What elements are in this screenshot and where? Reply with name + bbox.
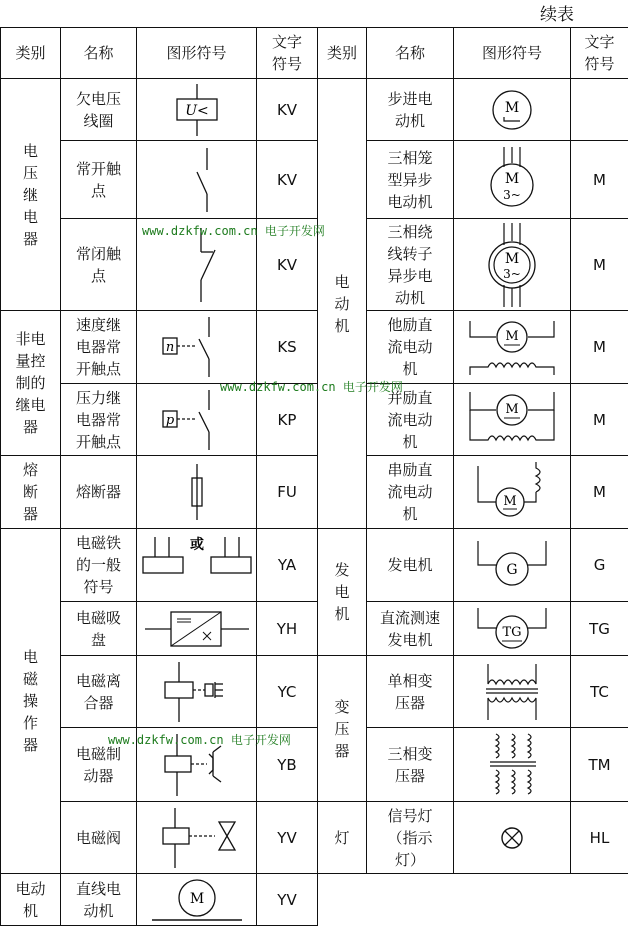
left-symbol-table — [0, 27, 318, 926]
category-cell: 电 动 机 — [318, 79, 367, 529]
header-category: 类别 — [318, 28, 367, 79]
category-cell: 变 压 器 — [318, 656, 367, 802]
single-phase-transformer-symbol — [454, 656, 571, 728]
symbol-text: M — [504, 250, 520, 267]
series-motor-symbol — [454, 456, 571, 529]
watermark-url: www.dzkfw.com.cn — [108, 733, 224, 747]
category-cell: 电 磁 操 作 器 — [1, 529, 61, 874]
watermark-url: www.dzkfw.com.cn — [142, 224, 258, 238]
header-code: 文字 符号 — [571, 28, 628, 79]
symbol-text: M — [505, 329, 519, 344]
symbol-text: M — [189, 890, 204, 907]
code-cell: KV — [257, 141, 318, 219]
shunt-motor-symbol — [454, 384, 571, 456]
table-row — [1, 79, 318, 141]
electromagnet-symbol — [137, 529, 257, 602]
symbol-text: M — [504, 99, 520, 116]
code-cell: YA — [257, 529, 318, 602]
three-phase-transformer-symbol — [454, 728, 571, 802]
code-cell — [571, 79, 628, 141]
code-cell: YB — [257, 728, 318, 802]
header-code: 文字 符号 — [257, 28, 318, 79]
item-name: 三相绕 线转子 异步电 动机 — [367, 219, 454, 311]
code-cell: KS — [257, 311, 318, 384]
separately-excited-motor-symbol — [454, 311, 571, 384]
table-row — [318, 79, 628, 141]
code-cell: G — [571, 529, 628, 602]
watermark-site: 电子开发网 — [342, 380, 403, 394]
table-row — [1, 874, 318, 926]
table-row — [318, 802, 628, 874]
header-row — [318, 28, 628, 79]
watermark — [142, 222, 325, 239]
item-name: 并励直 流电动 机 — [367, 384, 454, 456]
item-name: 步进电 动机 — [367, 79, 454, 141]
code-cell: YV — [257, 874, 318, 926]
code-cell: KV — [257, 219, 318, 311]
no-contact-symbol — [137, 141, 257, 219]
code-cell: YC — [257, 656, 318, 728]
code-cell: HL — [571, 802, 628, 874]
table-row — [1, 456, 318, 529]
item-name: 熔断器 — [61, 456, 137, 529]
category-cell: 灯 — [318, 802, 367, 874]
symbol-subtext: 3~ — [503, 266, 521, 281]
table-row — [318, 529, 628, 602]
symbol-text: U< — [184, 102, 209, 119]
code-cell: YV — [257, 802, 318, 874]
code-cell: FU — [257, 456, 318, 529]
symbol-text: G — [506, 562, 518, 578]
category-cell: 发 电 机 — [318, 529, 367, 656]
item-name: 电磁制 动器 — [61, 728, 137, 802]
item-name: 直流测速 发电机 — [367, 602, 454, 656]
linear-motor-symbol — [137, 874, 257, 926]
code-cell: KP — [257, 384, 318, 456]
code-cell: M — [571, 311, 628, 384]
item-name: 直线电 动机 — [61, 874, 137, 926]
watermark-site: 电子开发网 — [230, 733, 291, 747]
code-cell: M — [571, 456, 628, 529]
item-name: 信号灯 （指示 灯） — [367, 802, 454, 874]
continued-label: 续表 — [540, 5, 574, 25]
code-cell: YH — [257, 602, 318, 656]
header-row — [1, 28, 318, 79]
code-cell: TG — [571, 602, 628, 656]
undervoltage-coil-symbol — [137, 79, 257, 141]
item-name: 压力继 电器常 开触点 — [61, 384, 137, 456]
symbol-subtext: 3~ — [503, 187, 521, 202]
item-name: 三相变 压器 — [367, 728, 454, 802]
watermark — [220, 378, 403, 395]
category-cell: 电 压 继 电 器 — [1, 79, 61, 311]
symbol-text: M — [504, 170, 520, 187]
item-name: 串励直 流电动 机 — [367, 456, 454, 529]
signal-lamp-symbol — [454, 802, 571, 874]
tachogenerator-symbol — [454, 602, 571, 656]
clutch-symbol — [137, 656, 257, 728]
item-name: 三相笼 型异步 电动机 — [367, 141, 454, 219]
table-row — [318, 656, 628, 728]
symbol-text: M — [505, 401, 519, 417]
watermark-url: www.dzkfw.com.cn — [220, 380, 336, 394]
symbol-text: M — [503, 494, 517, 509]
code-cell: TM — [571, 728, 628, 802]
item-name: 常闭触 点 — [61, 219, 137, 311]
chuck-symbol — [137, 602, 257, 656]
wound-rotor-motor-symbol — [454, 219, 571, 311]
item-name: 常开触 点 — [61, 141, 137, 219]
item-name: 欠电压 线圈 — [61, 79, 137, 141]
category-cell: 非电 量控 制的 继电 器 — [1, 311, 61, 456]
category-cell: 熔 断 器 — [1, 456, 61, 529]
right-symbol-table — [317, 27, 628, 874]
item-name: 电磁吸 盘 — [61, 602, 137, 656]
symbol-text: n — [165, 340, 174, 355]
item-name: 电磁离 合器 — [61, 656, 137, 728]
header-name: 名称 — [367, 28, 454, 79]
item-name: 他励直 流电动 机 — [367, 311, 454, 384]
fuse-symbol — [137, 456, 257, 529]
header-name: 名称 — [61, 28, 137, 79]
code-cell: M — [571, 384, 628, 456]
valve-symbol — [137, 802, 257, 874]
code-cell: M — [571, 141, 628, 219]
code-cell: M — [571, 219, 628, 311]
header-category: 类别 — [1, 28, 61, 79]
table-row — [1, 529, 318, 602]
symbol-text: TG — [502, 624, 522, 640]
code-cell: TC — [571, 656, 628, 728]
watermark-site: 电子开发网 — [264, 224, 325, 238]
symbol-text: p — [165, 412, 174, 428]
item-name: 单相变 压器 — [367, 656, 454, 728]
item-name: 发电机 — [367, 529, 454, 602]
squirrel-cage-motor-symbol — [454, 141, 571, 219]
item-name: 电磁铁 的一般 符号 — [61, 529, 137, 602]
stepper-motor-symbol — [454, 79, 571, 141]
item-name: 电磁阀 — [61, 802, 137, 874]
code-cell: KV — [257, 79, 318, 141]
header-symbol: 图形符号 — [137, 28, 257, 79]
category-cell: 电动 机 — [1, 874, 61, 926]
header-symbol: 图形符号 — [454, 28, 571, 79]
generator-symbol — [454, 529, 571, 602]
speed-relay-symbol — [137, 311, 257, 384]
watermark — [108, 731, 291, 748]
symbol-text: 或 — [189, 537, 204, 553]
table-row — [1, 311, 318, 384]
item-name: 速度继 电器常 开触点 — [61, 311, 137, 384]
